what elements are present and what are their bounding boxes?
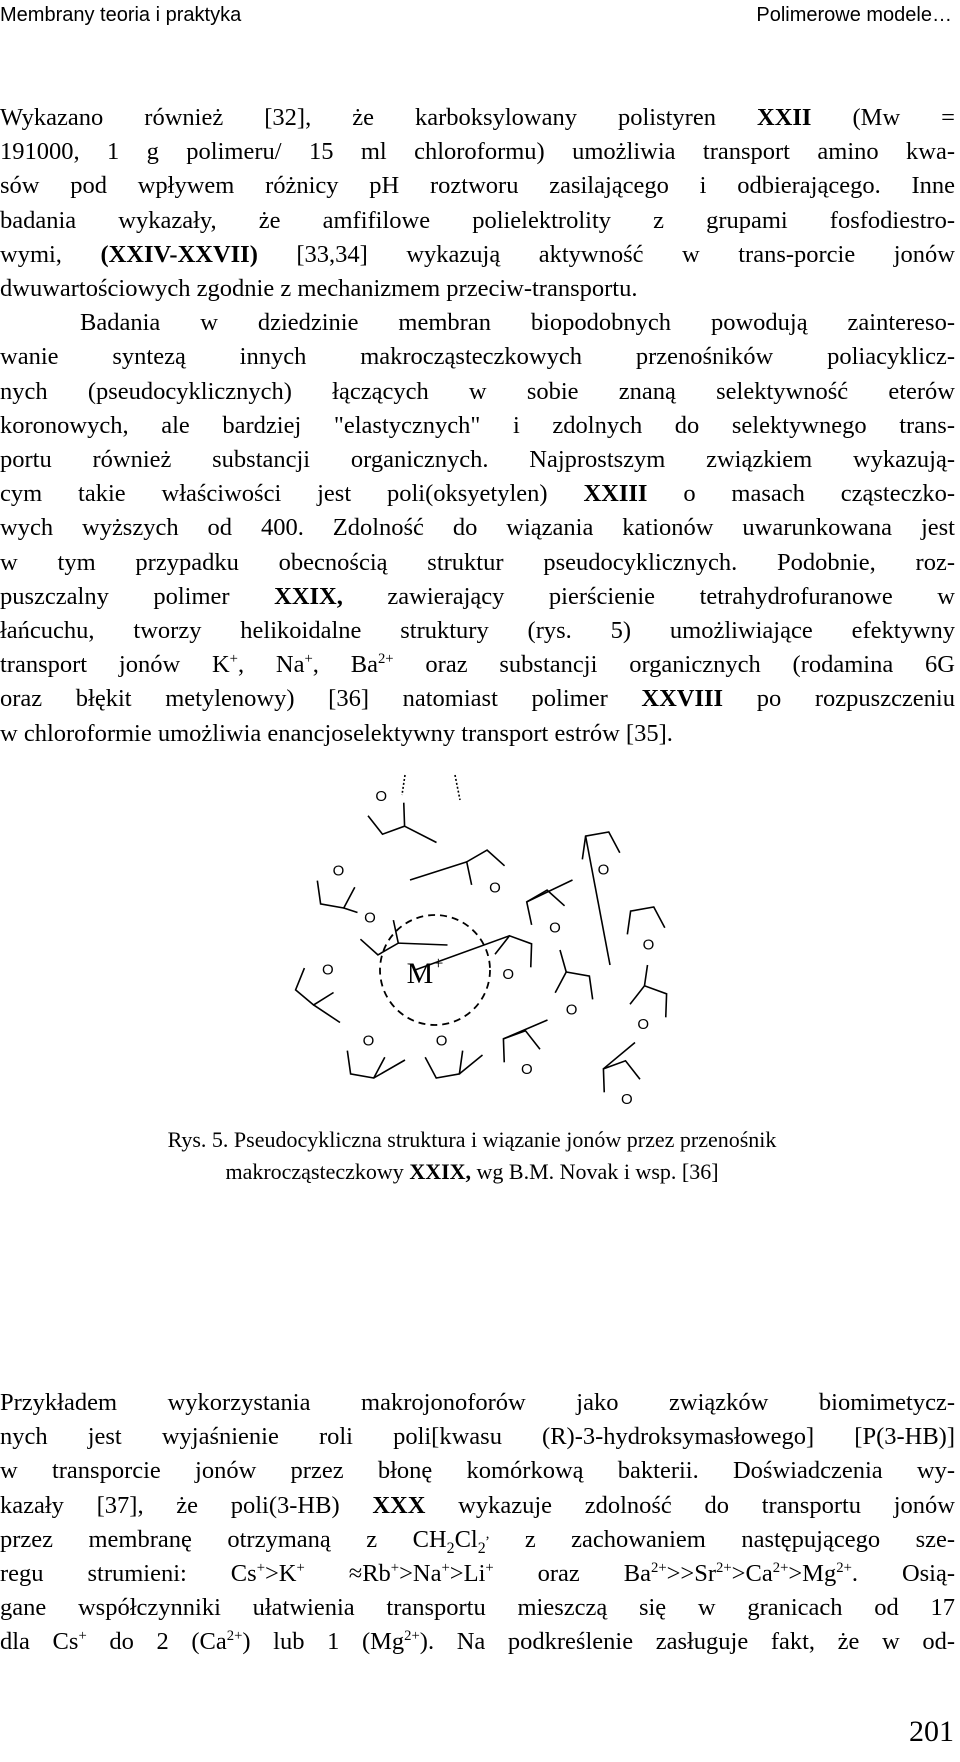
chain-bond bbox=[527, 880, 573, 902]
figure-caption-line-1: Rys. 5. Pseudocykliczna struktura i wiązanie jonów przez przenośnik bbox=[167, 1127, 777, 1152]
chain-bond bbox=[405, 826, 437, 842]
text-line: kazały [37], że poli(3-HB) XXX wykazuje zdolność do transportu jonów bbox=[0, 1491, 955, 1519]
chain-bond bbox=[398, 943, 447, 945]
pseudocyclic-structure-figure bbox=[290, 760, 710, 1120]
text-line: regu strumieni: Cs+>K+ ≈Rb+>Na+>Li+ oraz $Ba^{2+}>>Sr^{2+}>Ca^{2+}>Mg^{2+}$. Osią- bbox=[0, 1559, 956, 1588]
text-line: wymi, (XXIV-XXVII) [33,34] wykazują aktywność w trans-porcie jonów bbox=[0, 240, 955, 268]
text-line: przez membranę otrzymaną z $CH_2Cl_2^,$ z zachowaniem następującego sze- bbox=[0, 1525, 956, 1557]
chain-end bbox=[402, 775, 405, 795]
thf-ring bbox=[368, 803, 405, 835]
header-left: Membrany teoria i praktyka bbox=[0, 4, 242, 26]
text-line: sów pod wpływem różnicy pH roztworu zasilającego i odbierającego. Inne bbox=[0, 172, 955, 200]
oxygen-atom: O bbox=[375, 788, 387, 806]
oxygen-atom: O bbox=[362, 1032, 375, 1050]
chain-bond bbox=[586, 836, 610, 965]
text-line: dwuwartościowych zgodnie z mechanizmem przeciw-transportu. bbox=[0, 275, 638, 303]
thf-ring bbox=[425, 1051, 462, 1078]
chain-bond bbox=[344, 908, 358, 913]
oxygen-atom: O bbox=[364, 909, 376, 927]
text-line: w tym przypadku obecnością struktur pseudocyklicznych. Podobnie, roz- bbox=[0, 548, 955, 576]
text-line: Przykładem wykorzystania makrojonoforów jako związków biomimetycz- bbox=[0, 1389, 955, 1416]
oxygen-atom: O bbox=[642, 936, 655, 954]
thf-ring bbox=[555, 972, 592, 999]
oxygen-atom: O bbox=[637, 1015, 649, 1033]
text-line: Wykazano również [32], że karboksylowany polistyren XXII (Mw = bbox=[0, 104, 955, 131]
header-right: Polimerowe modele… bbox=[756, 4, 952, 26]
text-line: w transporcie jonów przez błonę komórkową bakterii. Doświadczenia wy- bbox=[0, 1457, 955, 1485]
text-line: 191000, 1 g polimeru/ 15 ml chloroformu) umożliwia transport amino kwa- bbox=[0, 138, 955, 166]
chain-bond bbox=[410, 862, 467, 880]
text-line: łańcuchu, tworzy helikoidalne struktury (rys. 5) umożliwiające efektywny bbox=[0, 617, 955, 645]
text-line: nych (pseudocyklicznych) łączących w sobie znaną selektywność eterów bbox=[0, 377, 955, 405]
text-line: transport jonów K+, Na+, $Ba^{2+}$ oraz substancji organicznych (rodamina 6G bbox=[0, 651, 955, 679]
chain-bond bbox=[603, 1043, 635, 1069]
text-line: portu również substancji organicznych. Najprostszym związkiem wykazują- bbox=[0, 446, 955, 474]
paragraph-2 bbox=[0, 1386, 955, 1660]
text-line: Badania w dziedzinie membran biopodobnych powodują zainteresо- bbox=[80, 309, 955, 337]
thf-ring bbox=[495, 936, 532, 968]
thf-ring bbox=[627, 907, 664, 934]
cation-label: M+ bbox=[406, 953, 444, 990]
text-line: wych wyższych od 400. Zdolność do wiązania kationów uwarunkowana jest bbox=[0, 514, 955, 542]
text-line: nych jest wyjaśnienie roli poli[kwasu (R)-3-hydroksymasłowego] [P(3-HB)] bbox=[0, 1423, 955, 1451]
thf-ring bbox=[317, 881, 354, 908]
oxygen-atom: O bbox=[435, 1032, 448, 1050]
chain-bond bbox=[314, 1005, 340, 1023]
oxygen-atom: O bbox=[502, 965, 514, 983]
running-header bbox=[0, 0, 960, 30]
text-line: oraz błękit metylenowy) [36] natomiast polimer XXVIII po rozpuszczeniu bbox=[0, 685, 955, 713]
text-line: puszczalny polimer XXIX, zawierający pierścienie tetrahydrofuranowe w bbox=[0, 582, 955, 610]
text-line: koronowych, ale bardziej "elastycznych" i zdolnych do selektywnego trans- bbox=[0, 411, 955, 439]
oxygen-atom: O bbox=[565, 1001, 578, 1019]
chain-end bbox=[455, 775, 460, 800]
paragraph-1 bbox=[0, 101, 955, 751]
chain-bond bbox=[560, 950, 566, 972]
chain-bond bbox=[644, 965, 647, 986]
oxygen-atom: O bbox=[332, 862, 345, 880]
text-line: w chloroformie umożliwia enancjoselektywny transport estrów [35]. bbox=[0, 719, 673, 747]
chain-bond bbox=[459, 1055, 482, 1074]
text-line: badania wykazały, że amfifilowe polielektrolity z grupami fosfodiestro- bbox=[0, 206, 955, 234]
oxygen-atom: O bbox=[549, 919, 561, 937]
oxygen-atom: O bbox=[322, 961, 334, 979]
oxygen-atom: O bbox=[489, 879, 501, 897]
thf-ring bbox=[630, 986, 667, 1018]
thf-ring bbox=[503, 1031, 540, 1063]
figure-caption-line-2: makrocząsteczkowy XXIX, wg B.M. Novak i wsp. [36] bbox=[225, 1159, 719, 1184]
oxygen-atom: O bbox=[621, 1090, 633, 1108]
thf-ring bbox=[347, 1051, 384, 1078]
text-line: gane współczynniki ułatwienia transportu mieszczą się w granicach od 17 bbox=[0, 1594, 955, 1622]
thf-ring bbox=[603, 1061, 640, 1093]
oxygen-atom: O bbox=[521, 1060, 533, 1078]
chain-bond bbox=[503, 1020, 547, 1039]
page-number: 201 bbox=[909, 1715, 954, 1748]
text-line: wanie syntezą innych makrocząsteczkowych przenośników poliacyklicz- bbox=[0, 343, 955, 371]
oxygen-atom: O bbox=[597, 861, 610, 879]
text-line: dla Cs+ do 2 $(Ca^{2+})$ lub 1 $(Mg^{2+})$. Na podkreślenie zasługuje fakt, że w od- bbox=[0, 1628, 956, 1656]
text-line: cym takie właściwości jest poli(oksyetylen) XXIII o masach cząsteczko- bbox=[0, 480, 955, 508]
